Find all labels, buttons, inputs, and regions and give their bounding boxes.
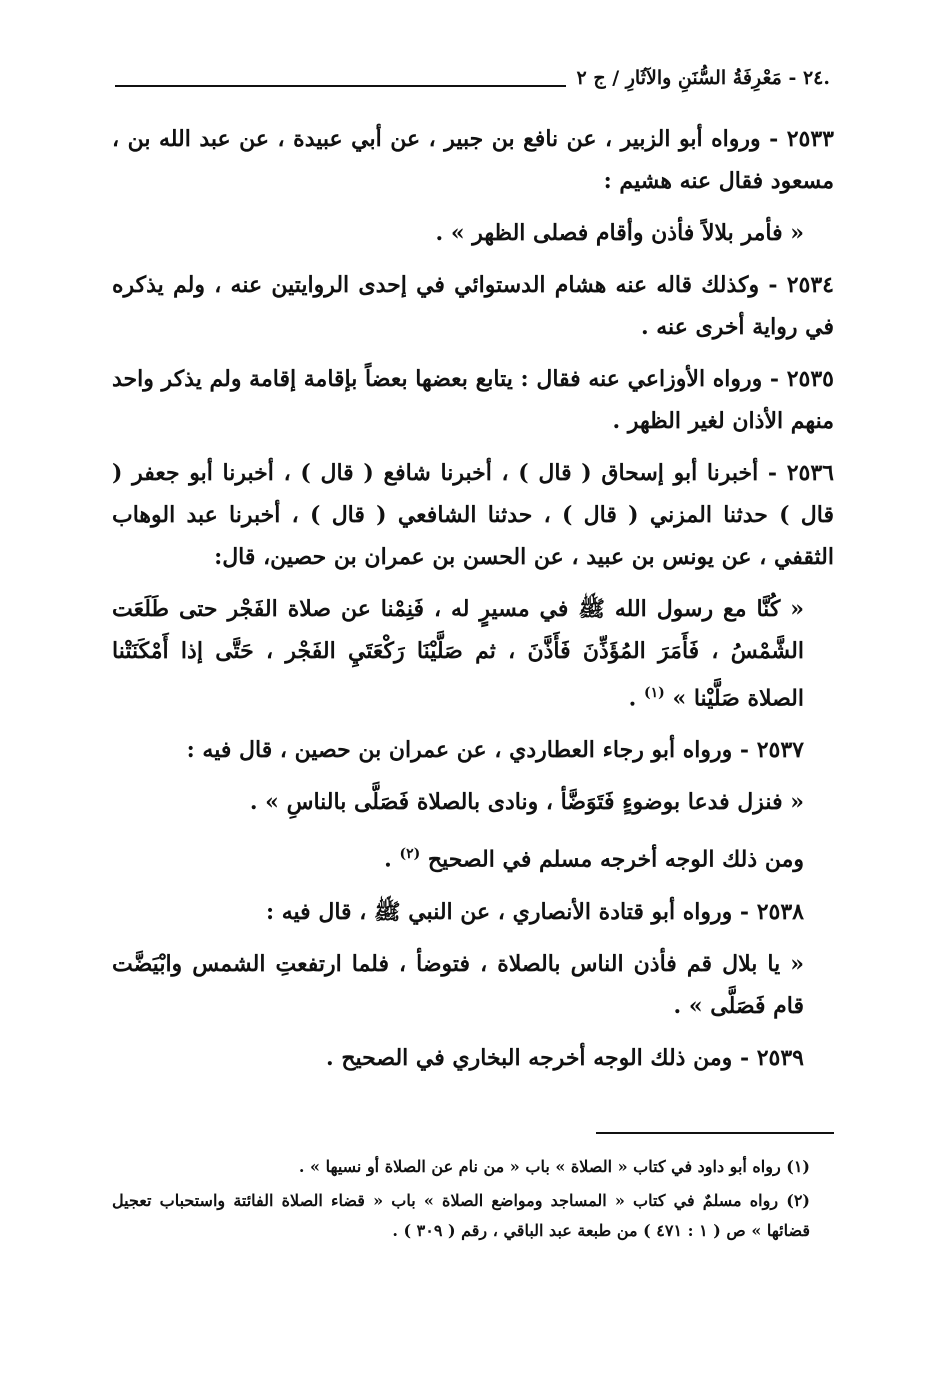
paragraph-text: - ورواه أبو الزبير ، عن نافع بن جبير ، عن أبي عبيدة ، عن عبد الله بن ، مسعود فقال عنه هشيم : [112,126,834,194]
quote-content: « يا بلال قم فأذن الناس بالصلاة ، فتوضأ ، فلما ارتفعتِ الشمس وابْيَضَّت قام فَصَلَّى » . [112,950,804,1019]
quote-text [112,588,834,719]
paragraph-tail: . [384,846,400,873]
hadith-number: ٢٥٣٨ [756,898,804,925]
hadith-number: ٢٥٣٩ [756,1044,804,1071]
footnotes [112,1152,834,1250]
header-rule [115,85,566,87]
page-title: .٢٤ - مَعْرِفَةُ السُّنَنِ والآثَارِ / ج ٢ [576,67,830,89]
hadith-number: ٢٥٣٤ [786,272,834,298]
hadith-number: ٢٥٣٦ [786,460,834,486]
footnote-2: (٢) رواه مسلمٌ في كتاب « المساجد ومواضع الصلاة » باب « قضاء الصلاة الفائتة واستحباب تعجيل قضائها » ص ( ١ : ٤٧١ ) من طبعة عبد الباقي ، رقم ( ٣٠٩ ) . [112,1191,810,1240]
paragraph-2538 [112,891,834,933]
quote-text [112,943,834,1027]
footnote-marker: (٢) [399,846,421,863]
main-text [112,118,834,1089]
page-header [115,60,830,96]
hadith-number: ٢٥٣٥ [786,366,834,392]
quote-content: « فأمر بلالاً فأذن وأقام فصلى الظهر » . [435,220,804,246]
paragraph-2539 [112,1037,834,1079]
quote-tail: . [628,685,644,712]
paragraph-2534 [112,264,834,348]
quote-content: « كُنَّا مع رسول الله ﷺ في مسيرٍ له ، فَنِمْنا عن صلاة الفَجْر حتى طَلَعَت الشَّمْسُ ، فَأَمَرَ المُؤَذِّنَ فَأَذَّنَ ، ثم صَلَّيْنَا رَكْعَتَيِ الفَجْر ، حَتَّى إذا أَمْكَنَتْنا الصلاة صَلَّيْنا » [112,596,804,712]
quote-text [112,781,834,823]
footnote-marker: (١) [644,685,665,701]
paragraph-text: - ورواه أبو رجاء العطاردي ، عن عمران بن حصين ، قال فيه : [186,737,757,764]
paragraph-2533 [112,118,834,202]
paragraph-text: - ورواه الأوزاعي عنه فقال : يتابع بعضها بعضاً بإقامة إقامة ولم يذكر واحد منهم الأذان لغير الظهر . [112,366,834,434]
paragraph-text: - ورواه أبو قتادة الأنصاري ، عن النبي ﷺ ، قال فيه : [265,898,757,925]
paragraph-2535 [112,358,834,442]
paragraph-2536 [112,452,834,578]
footnote-1: (١) رواه أبو داود في كتاب « الصلاة » باب « من نام عن الصلاة أو نسيها » . [298,1157,810,1176]
paragraph-note [112,833,834,880]
quote-text [112,212,834,254]
paragraph-text: ومن ذلك الوجه أخرجه مسلم في الصحيح [420,846,804,873]
hadith-number: ٢٥٣٧ [756,737,804,764]
paragraph-text: - أخبرنا أبو إسحاق ( قال ) ، أخبرنا شافع ( قال ) ، أخبرنا أبو جعفر ( قال ) حدثنا المزني ( قال ) ، حدثنا الشافعي ( قال ) ، أخبرنا عبد الوهاب الثقفي ، عن يونس بن عبيد ، عن الحسن بن عمران بن حصين، قال: [112,460,834,570]
paragraph-text: - ومن ذلك الوجه أخرجه البخاري في الصحيح . [326,1044,757,1071]
paragraph-text: - وكذلك قاله عنه هشام الدستوائي في إحدى الروايتين عنه ، ولم يذكره في رواية أخرى عنه . [112,272,834,340]
hadith-number: ٢٥٣٣ [786,126,834,152]
footnote-divider [596,1132,834,1134]
paragraph-2537 [112,729,834,771]
quote-content: « فنزل فدعا بوضوءٍ فَتَوَضَّأ ، ونادى بالصلاة فَصَلَّى بالناسِ » . [249,789,804,816]
